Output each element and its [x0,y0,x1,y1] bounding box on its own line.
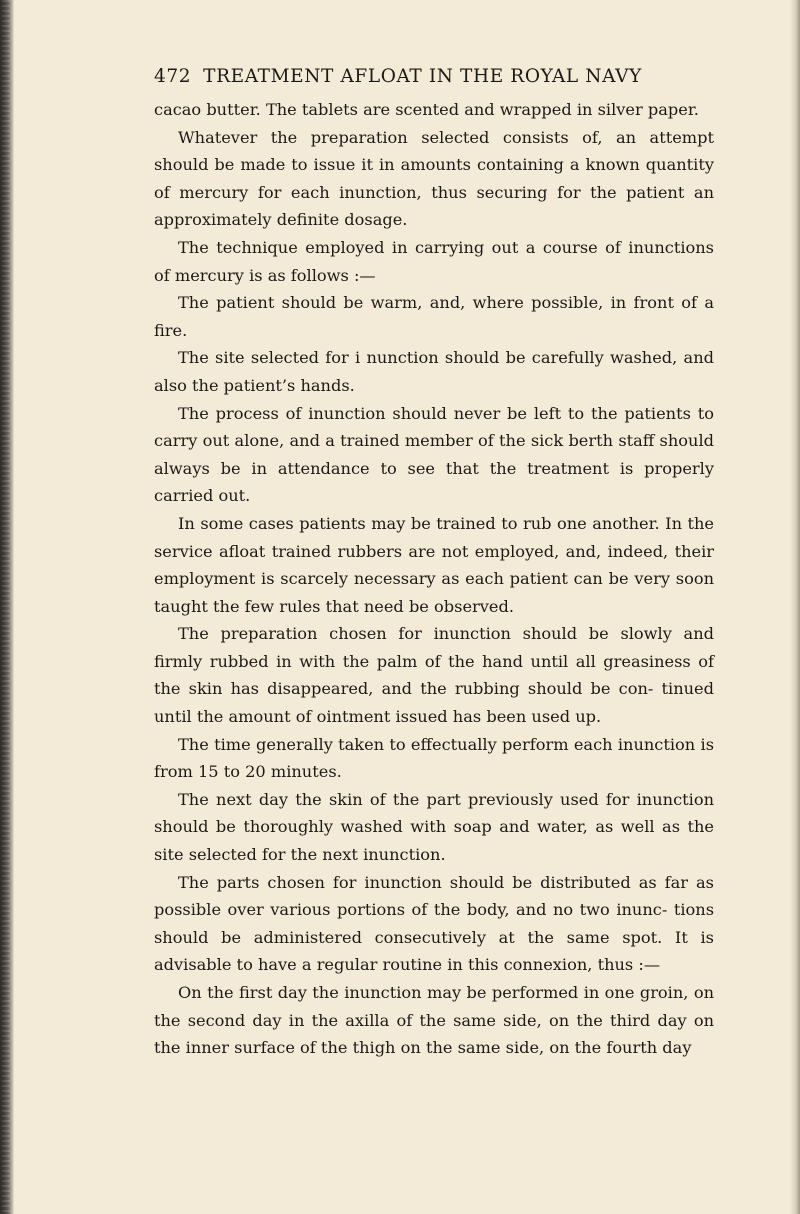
book-page [154,62,714,1062]
paragraph: On the first day the inunction may be performed in one groin, on the second day in the axilla of the same side, on the third day on the inner surface of the thigh on the same side, on the fourth day [154,983,714,1058]
page-number: 472 [154,66,192,87]
running-title: TREATMENT AFLOAT IN THE ROYAL NAVY [203,66,642,87]
paragraph: The process of inunction should never be left to the patients to carry out alone, and a trained member of the sick berth staff should always be in attendance to see that the treatment is properly carried out. [154,403,714,506]
running-header [154,62,714,96]
paragraph: The preparation chosen for inunction should be slowly and firmly rubbed in with the palm of the hand until all greasiness of the skin has disappeared, and the rubbing should be con- tinued until the amount of ointment issued has been used up. [154,624,714,727]
paragraph: The technique employed in carrying out a course of inunctions of mercury is as follows :— [154,237,714,285]
paragraph: cacao butter. The tablets are scented and wrapped in silver paper. [154,100,699,119]
book-gutter [0,0,14,1214]
paragraph: The patient should be warm, and, where possible, in front of a fire. [154,293,714,340]
paragraph: The parts chosen for inunction should be distributed as far as possible over various portions of the body, and no two inunc- tions should be administered consecutively at the same spot. It is advisable to have a regular routine in this connexion, thus :— [154,872,714,975]
paragraph: The time generally taken to effectually perform each inunction is from 15 to 20 minutes. [154,734,714,782]
paragraph: Whatever the preparation selected consists of, an attempt should be made to issue it in amounts containing a known quantity of mercury for each inunction, thus securing for the patient an approximately definite dosage. [154,127,714,230]
body-text [154,96,714,1062]
paragraph: The next day the skin of the part previously used for inunction should be thoroughly washed with soap and water, as well as the site selected for the next inunction. [154,789,714,865]
gutter-binding-lines [2,0,10,1214]
paragraph: The site selected for i nunction should be carefully washed, and also the patient’s hands. [154,348,714,395]
paragraph: In some cases patients may be trained to rub one another. In the service afloat trained rubbers are not employed, and, indeed, their employment is scarcely necessary as each patient can be very soon taught the few rules that need be observed. [154,513,714,616]
page-edge-shadow [790,0,800,1214]
